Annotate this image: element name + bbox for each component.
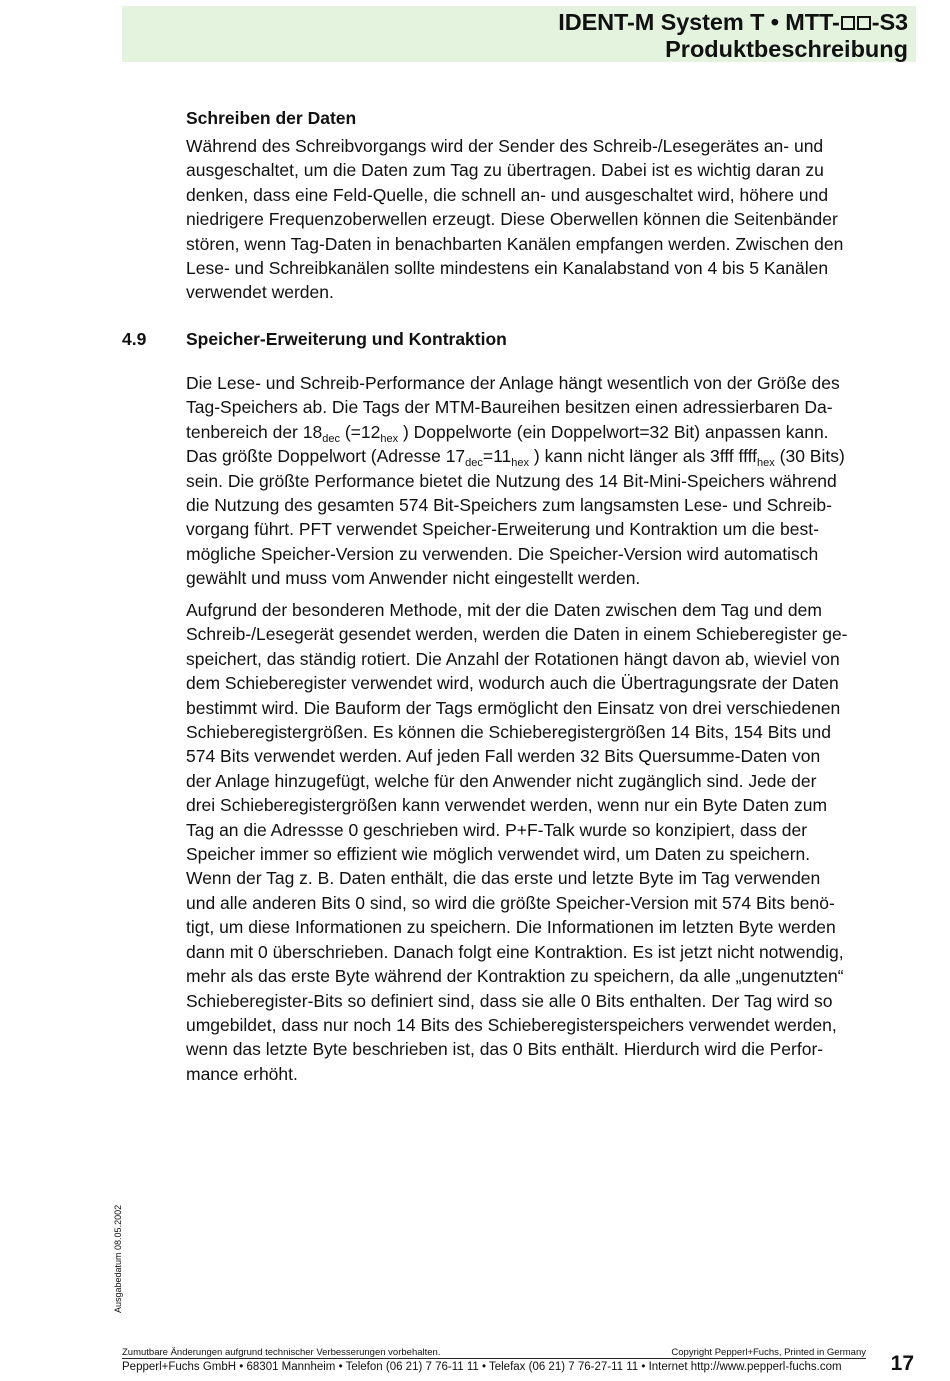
page-number: 17 — [890, 1352, 914, 1375]
text-line: der Anlage hinzugefügt, welche für den Anwender nicht zugänglich sind. Jede der — [186, 770, 817, 791]
text-run: tenbereich der 18 — [186, 421, 323, 442]
text-run: ) Doppelworte (ein Doppelwort=32 Bit) anpassen kann. — [398, 421, 829, 442]
text-line: denken, dass eine Feld-Quelle, die schnell an- und ausgeschaltet wird, höhere und — [186, 184, 829, 205]
subscript: dec — [465, 457, 483, 470]
header-title-prefix: IDENT-M System T • MTT- — [558, 9, 840, 35]
text-line: Tag-Speichers ab. Die Tags der MTM-Baureihen besitzen einen adressierbaren Da- — [186, 397, 833, 418]
text-line: 574 Bits verwendet werden. Auf jeden Fall werden 32 Bits Quersumme-Daten von — [186, 746, 821, 767]
text-line: wenn das letzte Byte beschrieben ist, das 0 Bits enthält. Hierdurch wird die Perfor- — [186, 1039, 824, 1060]
issue-date-label: Ausgabedatum 08.05.2002 — [113, 1204, 123, 1313]
footer-note: Zumutbare Änderungen aufgrund technischer Verbesserungen vorbehalten. — [122, 1347, 441, 1358]
text-line: mögliche Speicher-Version zu verwenden. Die Speicher-Version wird automatisch — [186, 543, 819, 564]
text-line: und alle anderen Bits 0 sind, so wird die größte Speicher-Version mit 574 Bits benö- — [186, 892, 835, 913]
section-number: 4.9 — [122, 329, 147, 349]
text-line: drei Schieberegistergrößen kann verwendet werden, wenn nur ein Byte Daten zum — [186, 795, 828, 816]
text-run: ) kann nicht länger als 3fff ffff — [529, 446, 758, 467]
subscript: hex — [380, 432, 399, 445]
text-line: Aufgrund der besonderen Methode, mit der die Daten zwischen dem Tag und dem — [186, 600, 822, 620]
text-line: stören, wenn Tag-Daten in benachbarten Kanälen empfangen werden. Zwischen den — [186, 233, 844, 254]
subscript: hex — [511, 457, 530, 470]
text-line: speichert, das ständig rotiert. Die Anzahl der Rotationen hängt davon ab, wieviel von — [186, 648, 840, 669]
text-line: verwendet werden. — [186, 282, 334, 303]
text-line: Wenn der Tag z. B. Daten enthält, die das erste und letzte Byte im Tag verwenden — [186, 868, 821, 889]
text-line: sein. Die größte Performance bietet die Nutzung des 14 Bit-Mini-Speichers während — [186, 470, 837, 491]
subsection-heading: Schreiben der Daten — [186, 108, 357, 128]
footer-divider — [122, 1358, 866, 1359]
text-line: Lese- und Schreibkanälen sollte mindestens ein Kanalabstand von 4 bis 5 Kanälen — [186, 258, 829, 279]
footer-address: Pepperl+Fuchs GmbH • 68301 Mannheim • Telefon (06 21) 7 76-11 11 • Telefax (06 21) 7 76-27-11 11 • Internet http://www.pepperl-fuchs.com — [122, 1361, 842, 1373]
subsection-paragraph — [186, 134, 914, 305]
text-line: dann mit 0 überschrieben. Danach folgt eine Kontraktion. Es ist jetzt nicht notwendig, — [186, 941, 844, 962]
text-line: mehr als das erste Byte während der Kontraktion zu speichern, da alle „ungenutzten“ — [186, 966, 844, 987]
text-line: die Nutzung des gesamten 574 Bit-Speichers zum langsamsten Lese- und Schreib- — [186, 495, 832, 516]
text-line: bestimmt wird. Die Bauform der Tags ermöglicht den Einsatz von drei verschiedenen — [186, 697, 841, 718]
header-title — [558, 9, 908, 35]
text-line: tigt, um diese Informationen zu speichern. Die Informationen im letzten Byte werden — [186, 917, 836, 938]
text-run: (30 Bits) — [774, 446, 845, 467]
text-line: Schreib-/Lesegerät gesendet werden, werden die Daten in einem Schieberegister ge- — [186, 624, 848, 645]
text-line: vorgang führt. PFT verwendet Speicher-Erweiterung und Kontraktion um die best- — [186, 519, 819, 540]
text-run: =11 — [482, 446, 512, 467]
text-line — [186, 444, 914, 468]
text-run: (=12 — [339, 421, 381, 442]
footer-copyright: Copyright Pepperl+Fuchs, Printed in Germany — [671, 1347, 866, 1358]
subscript: dec — [322, 432, 340, 445]
text-line: Die Lese- und Schreib-Performance der Anlage hängt wesentlich von der Größe des — [186, 373, 840, 393]
subscript: hex — [757, 457, 775, 470]
text-line: gewählt und muss vom Anwender nicht eingestellt werden. — [186, 568, 641, 589]
page-header — [122, 6, 916, 62]
header-subtitle: Produktbeschreibung — [665, 36, 908, 62]
text-line: dem Schieberegister verwendet wird, wodurch auch die Übertragungsrate der Daten — [186, 673, 839, 694]
text-line: Tag an die Adressse 0 geschrieben wird. P+F-Talk wurde so konzipiert, dass der — [186, 819, 808, 840]
paragraph-2 — [186, 598, 914, 1086]
header-title-suffix: -S3 — [871, 9, 908, 35]
placeholder-box-icon — [857, 16, 871, 30]
text-line: mance erhöht. — [186, 1063, 298, 1084]
paragraph-1 — [186, 371, 914, 591]
text-line: ausgeschaltet, um die Daten zum Tag zu übertragen. Dabei ist es wichtig daran zu — [186, 160, 824, 181]
text-line: umgebildet, dass nur noch 14 Bits des Schieberegisterspeichers verwendet werden, — [186, 1014, 837, 1035]
text-line: Schieberegister-Bits so definiert sind, dass sie alle 0 Bits enthalten. Der Tag wird so — [186, 990, 833, 1011]
text-line: Während des Schreibvorgangs wird der Sender des Schreib-/Lesegerätes an- und — [186, 136, 824, 156]
section-title: Speicher-Erweiterung und Kontraktion — [186, 329, 507, 349]
text-line: niedrigere Frequenzoberwellen erzeugt. Diese Oberwellen können die Seitenbänder — [186, 209, 838, 230]
placeholder-box-icon — [841, 16, 855, 30]
text-line — [186, 420, 914, 444]
text-line: Speicher immer so effizient wie möglich verwendet wird, um Daten zu speichern. — [186, 844, 811, 865]
text-run: Das größte Doppelwort (Adresse 17 — [186, 446, 466, 467]
text-line: Schieberegistergrößen. Es können die Schieberegistergrößen 14 Bits, 154 Bits und — [186, 722, 831, 743]
